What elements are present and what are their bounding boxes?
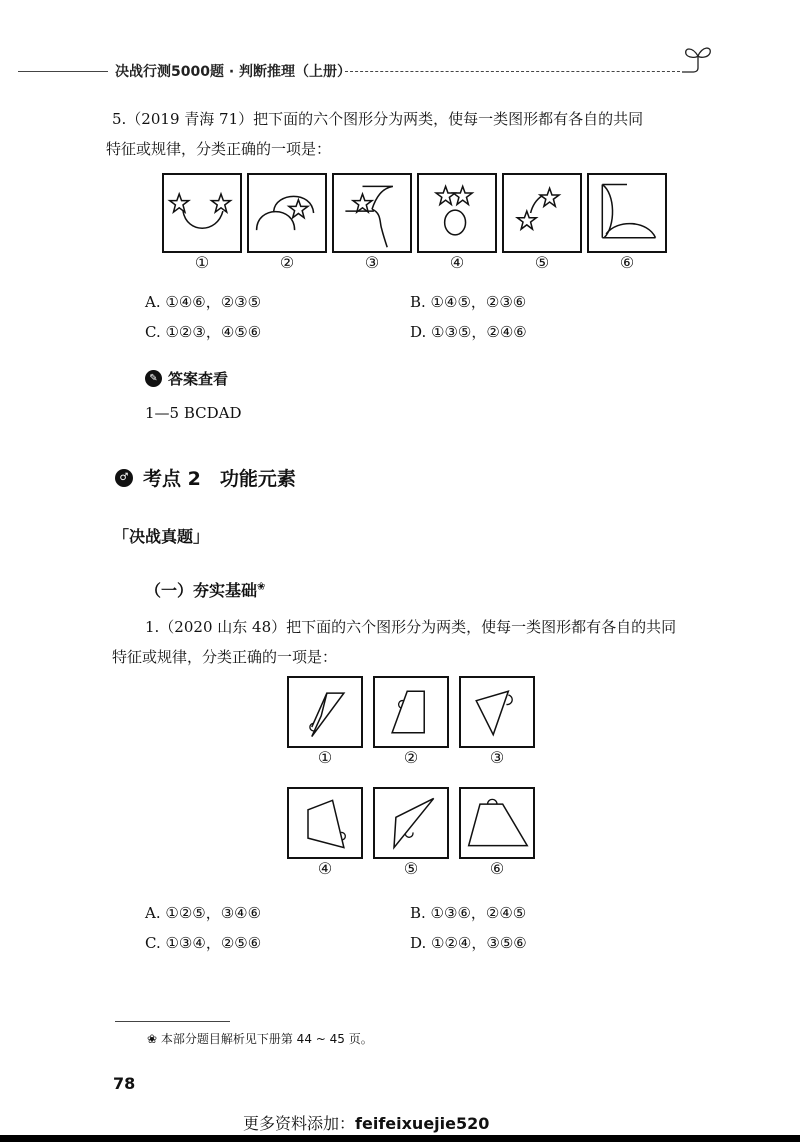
figure-1-label: ⑤ [403, 859, 419, 878]
figure-5-5 [502, 173, 582, 253]
subsection-heading [145, 578, 265, 601]
question-1-line1: 1.（2020 山东 48）把下面的六个图形分为两类，使每一类图形都有各自的共同 [145, 618, 677, 636]
option-b[interactable]: B. ①③⑥，②④⑤ [410, 904, 527, 922]
quadrilateral-icon [461, 678, 533, 746]
quadrilateral-icon [289, 789, 361, 857]
option-d[interactable]: D. ①②④，③⑤⑥ [410, 934, 527, 952]
section-heading [115, 464, 296, 491]
linked-stars-icon [504, 175, 580, 251]
footnote: ❀ 本部分题目解析见下册第 44 ~ 45 页。 [147, 1032, 373, 1046]
answer-key: 1—5 BCDAD [145, 404, 242, 422]
page-number: 78 [113, 1074, 136, 1093]
stars-arc-icon [164, 175, 240, 251]
figure-5-4 [417, 173, 497, 253]
promo-text [243, 1111, 489, 1134]
figure-1-label: ② [403, 748, 419, 767]
star-cliff-icon [334, 175, 410, 251]
question-5-text [106, 104, 712, 164]
triangle-icon [375, 789, 447, 857]
question-1-line2: 特征或规律，分类正确的一项是： [112, 648, 338, 666]
figure-1-6 [459, 787, 535, 859]
figure-5-1 [162, 173, 242, 253]
figure-1-2 [373, 676, 449, 748]
header-rule-left [18, 71, 108, 72]
figure-1-label: ③ [489, 748, 505, 767]
answer-heading [145, 368, 228, 389]
section-icon: ♂ [115, 469, 133, 487]
section-title: 考点 2 功能元素 [143, 468, 296, 490]
question-1-figures-row2 [287, 787, 535, 878]
question-5-line1: 5.（2019 青海 71）把下面的六个图形分为两类，使每一类图形都有各自的共同 [112, 110, 644, 128]
promo-prefix: 更多资料添加： [243, 1114, 356, 1133]
figure-5-label: ③ [364, 253, 380, 272]
figure-1-5 [373, 787, 449, 859]
answer-title: 答案查看 [168, 370, 229, 388]
figure-5-label: ② [279, 253, 295, 272]
bracket-title: 「决战真题」 [113, 527, 210, 546]
trapezoid-icon [461, 789, 533, 857]
figure-1-label: ⑥ [489, 859, 505, 878]
header-rule-right [345, 71, 680, 72]
figure-5-label: ① [194, 253, 210, 272]
option-c[interactable]: C. ①③④，②⑤⑥ [145, 934, 262, 952]
figure-1-label: ④ [317, 859, 333, 878]
flower-mark-icon: ❀ [257, 581, 266, 593]
subsection-title: （一）夯实基础 [145, 581, 258, 600]
sprout-icon [682, 44, 718, 82]
l-shape-icon [589, 175, 665, 251]
figure-5-label: ⑤ [534, 253, 550, 272]
promo-contact: feifeixuejie520 [355, 1114, 490, 1133]
figure-5-2 [247, 173, 327, 253]
figure-5-3 [332, 173, 412, 253]
footnote-rule [115, 1021, 230, 1022]
trapezoid-icon [375, 678, 447, 746]
option-d[interactable]: D. ①③⑤，②④⑥ [410, 323, 527, 341]
question-5-line2: 特征或规律，分类正确的一项是： [106, 140, 332, 158]
option-a[interactable]: A. ①④⑥，②③⑤ [145, 293, 262, 311]
figure-1-3 [459, 676, 535, 748]
option-b[interactable]: B. ①④⑤，②③⑥ [410, 293, 527, 311]
figure-1-4 [287, 787, 363, 859]
figure-5-label: ④ [449, 253, 465, 272]
parallelogram-icon [289, 678, 361, 746]
stars-circle-icon [419, 175, 495, 251]
arcs-star-icon [249, 175, 325, 251]
figure-5-6 [587, 173, 667, 253]
question-1-figures-row1 [287, 676, 535, 767]
question-5-figures [162, 173, 667, 272]
option-a[interactable]: A. ①②⑤，③④⑥ [145, 904, 262, 922]
figure-5-label: ⑥ [619, 253, 635, 272]
option-c[interactable]: C. ①②③，④⑤⑥ [145, 323, 262, 341]
answer-icon: ✎ [145, 370, 162, 387]
bottom-bar [0, 1135, 800, 1142]
figure-1-label: ① [317, 748, 333, 767]
figure-1-1 [287, 676, 363, 748]
book-title: 决战行测5000题 · 判断推理（上册） [115, 64, 352, 80]
